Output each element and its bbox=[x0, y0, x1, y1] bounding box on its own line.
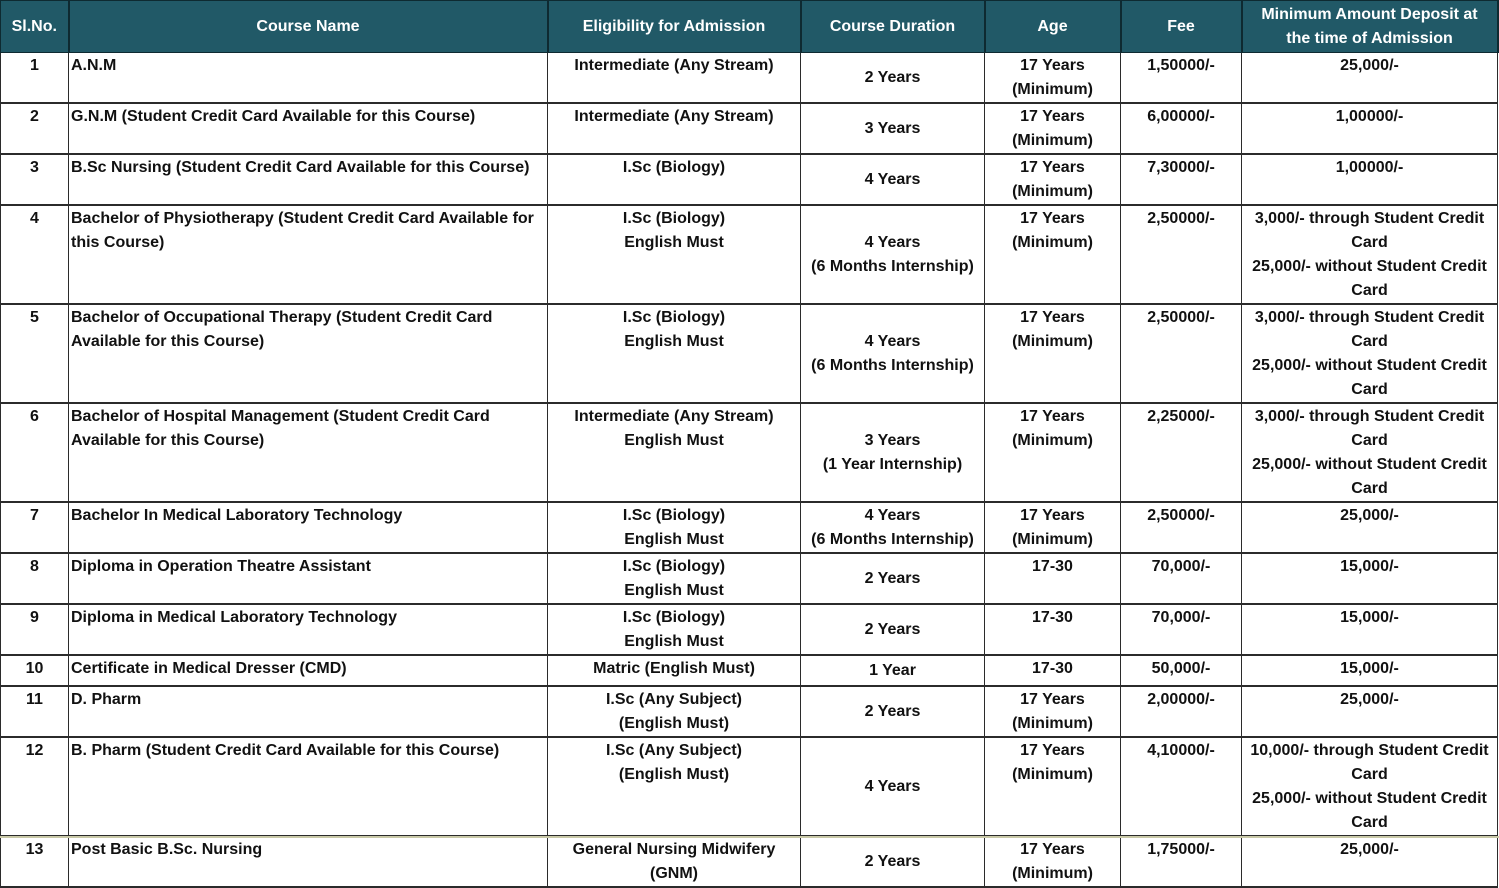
cell-fee: 2,50000/- bbox=[1121, 304, 1242, 403]
cell-eligibility bbox=[548, 553, 801, 604]
cell-fee: 2,50000/- bbox=[1121, 502, 1242, 553]
duration-line: 2 Years bbox=[864, 702, 921, 720]
age-line: (Minimum) bbox=[1012, 531, 1093, 548]
cell-course-name: Diploma in Operation Theatre Assistant bbox=[69, 553, 548, 604]
age-line: (Minimum) bbox=[1012, 234, 1093, 251]
cell-age bbox=[985, 502, 1121, 553]
cell-eligibility bbox=[548, 502, 801, 553]
age-line: 17 Years bbox=[1020, 408, 1085, 425]
deposit-line: 15,000/- bbox=[1340, 609, 1399, 626]
age-line: 17-30 bbox=[1032, 609, 1073, 626]
eligibility-line: (English Must) bbox=[618, 766, 730, 783]
eligibility-line: General Nursing Midwifery bbox=[572, 841, 776, 858]
table-row bbox=[1, 686, 1498, 737]
cell-fee: 6,00000/- bbox=[1121, 103, 1242, 154]
cell-duration bbox=[801, 502, 985, 553]
cell-eligibility bbox=[548, 205, 801, 304]
cell-duration bbox=[801, 403, 985, 502]
cell-eligibility bbox=[548, 836, 801, 887]
cell-duration bbox=[801, 686, 985, 737]
cell-slno: 12 bbox=[1, 737, 69, 836]
cell-duration bbox=[801, 154, 985, 205]
header-course-name: Course Name bbox=[69, 1, 548, 53]
cell-deposit bbox=[1242, 403, 1498, 502]
deposit-line: 25,000/- bbox=[1340, 841, 1399, 858]
cell-slno: 8 bbox=[1, 553, 69, 604]
duration-line: 4 Years bbox=[864, 233, 921, 251]
cell-course-name: Diploma in Medical Laboratory Technology bbox=[69, 604, 548, 655]
cell-age bbox=[985, 205, 1121, 304]
cell-duration bbox=[801, 53, 985, 104]
cell-deposit bbox=[1242, 553, 1498, 604]
age-line: 17 Years bbox=[1020, 507, 1085, 524]
table-row bbox=[1, 154, 1498, 205]
eligibility-line: English Must bbox=[624, 531, 724, 548]
age-line: (Minimum) bbox=[1012, 865, 1093, 882]
cell-deposit bbox=[1242, 154, 1498, 205]
cell-duration bbox=[801, 553, 985, 604]
deposit-line: 25,000/- bbox=[1340, 691, 1399, 708]
cell-eligibility bbox=[548, 686, 801, 737]
eligibility-line: I.Sc (Biology) bbox=[622, 210, 726, 227]
cell-duration bbox=[801, 655, 985, 686]
duration-line: 4 Years bbox=[864, 170, 921, 188]
cell-age bbox=[985, 53, 1121, 104]
cell-duration bbox=[801, 205, 985, 304]
eligibility-line: (English Must) bbox=[618, 715, 730, 732]
age-line: 17-30 bbox=[1032, 660, 1073, 677]
cell-eligibility bbox=[548, 403, 801, 502]
header-age: Age bbox=[985, 1, 1121, 53]
cell-slno: 5 bbox=[1, 304, 69, 403]
cell-deposit bbox=[1242, 655, 1498, 686]
cell-fee: 2,00000/- bbox=[1121, 686, 1242, 737]
cell-fee: 4,10000/- bbox=[1121, 737, 1242, 836]
cell-age bbox=[985, 304, 1121, 403]
deposit-line: 25,000/- bbox=[1340, 507, 1399, 524]
deposit-line: 25,000/- without Student Credit Card bbox=[1252, 790, 1487, 831]
eligibility-line: I.Sc (Biology) bbox=[622, 159, 726, 176]
age-line: (Minimum) bbox=[1012, 432, 1093, 449]
header-row bbox=[1, 1, 1498, 53]
cell-slno: 7 bbox=[1, 502, 69, 553]
eligibility-line: I.Sc (Biology) bbox=[622, 558, 726, 575]
cell-fee: 70,000/- bbox=[1121, 604, 1242, 655]
duration-line: 3 Years bbox=[864, 119, 921, 137]
cell-age bbox=[985, 836, 1121, 887]
cell-slno: 1 bbox=[1, 53, 69, 104]
cell-duration bbox=[801, 737, 985, 836]
deposit-line: 25,000/- without Student Credit Card bbox=[1252, 357, 1487, 398]
header-duration: Course Duration bbox=[801, 1, 985, 53]
table-row bbox=[1, 205, 1498, 304]
age-line: 17 Years bbox=[1020, 210, 1085, 227]
age-line: (Minimum) bbox=[1012, 81, 1093, 98]
table-header bbox=[1, 1, 1498, 53]
cell-deposit bbox=[1242, 737, 1498, 836]
cell-duration bbox=[801, 304, 985, 403]
cell-duration bbox=[801, 103, 985, 154]
deposit-line: 15,000/- bbox=[1340, 660, 1399, 677]
age-line: 17 Years bbox=[1020, 691, 1085, 708]
deposit-line: 1,00000/- bbox=[1335, 108, 1404, 125]
cell-course-name: Certificate in Medical Dresser (CMD) bbox=[69, 655, 548, 686]
table-row bbox=[1, 836, 1498, 887]
eligibility-line: I.Sc (Any Subject) bbox=[605, 742, 743, 759]
table-row bbox=[1, 737, 1498, 836]
cell-duration bbox=[801, 836, 985, 887]
header-slno: Sl.No. bbox=[1, 1, 69, 53]
table-row bbox=[1, 53, 1498, 104]
deposit-line: 3,000/- through Student Credit Card bbox=[1254, 408, 1485, 449]
eligibility-line: Intermediate (Any Stream) bbox=[574, 57, 774, 74]
cell-course-name: Bachelor of Occupational Therapy (Student Credit Card Available for this Course) bbox=[69, 304, 548, 403]
eligibility-line: (GNM) bbox=[650, 865, 698, 882]
cell-age bbox=[985, 604, 1121, 655]
cell-age bbox=[985, 154, 1121, 205]
cell-fee: 1,50000/- bbox=[1121, 53, 1242, 104]
deposit-line: 25,000/- without Student Credit Card bbox=[1252, 258, 1487, 299]
table-row bbox=[1, 502, 1498, 553]
cell-eligibility bbox=[548, 604, 801, 655]
eligibility-line: I.Sc (Biology) bbox=[622, 609, 726, 626]
cell-eligibility bbox=[548, 304, 801, 403]
cell-slno: 6 bbox=[1, 403, 69, 502]
cell-eligibility bbox=[548, 154, 801, 205]
cell-fee: 70,000/- bbox=[1121, 553, 1242, 604]
eligibility-line: Intermediate (Any Stream) bbox=[574, 108, 774, 125]
cell-deposit bbox=[1242, 304, 1498, 403]
deposit-line: 25,000/- without Student Credit Card bbox=[1252, 456, 1487, 497]
age-line: 17 Years bbox=[1020, 159, 1085, 176]
deposit-line: 3,000/- through Student Credit Card bbox=[1254, 309, 1485, 350]
table-body bbox=[1, 53, 1498, 888]
cell-course-name: Bachelor of Physiotherapy (Student Credit Card Available for this Course) bbox=[69, 205, 548, 304]
cell-fee: 7,30000/- bbox=[1121, 154, 1242, 205]
duration-line: 2 Years bbox=[864, 68, 921, 86]
cell-deposit bbox=[1242, 604, 1498, 655]
deposit-line: 3,000/- through Student Credit Card bbox=[1254, 210, 1485, 251]
table-row bbox=[1, 403, 1498, 502]
age-line: 17 Years bbox=[1020, 309, 1085, 326]
cell-course-name: Bachelor In Medical Laboratory Technology bbox=[69, 502, 548, 553]
cell-course-name: D. Pharm bbox=[69, 686, 548, 737]
cell-slno: 3 bbox=[1, 154, 69, 205]
deposit-line: 10,000/- through Student Credit Card bbox=[1250, 742, 1489, 783]
table-row bbox=[1, 103, 1498, 154]
duration-line: 3 Years bbox=[864, 431, 921, 449]
cell-slno: 4 bbox=[1, 205, 69, 304]
age-line: 17 Years bbox=[1020, 108, 1085, 125]
age-line: (Minimum) bbox=[1012, 183, 1093, 200]
eligibility-line: I.Sc (Any Subject) bbox=[605, 691, 743, 708]
cell-course-name: B. Pharm (Student Credit Card Available for this Course) bbox=[69, 737, 548, 836]
duration-line: (6 Months Internship) bbox=[811, 530, 974, 548]
eligibility-line: English Must bbox=[624, 333, 724, 350]
age-line: 17 Years bbox=[1020, 57, 1085, 74]
cell-age bbox=[985, 655, 1121, 686]
age-line: (Minimum) bbox=[1012, 715, 1093, 732]
header-fee: Fee bbox=[1121, 1, 1242, 53]
cell-course-name: A.N.M bbox=[69, 53, 548, 104]
deposit-line: 15,000/- bbox=[1340, 558, 1399, 575]
eligibility-line: English Must bbox=[624, 633, 724, 650]
eligibility-line: English Must bbox=[624, 432, 724, 449]
eligibility-line: I.Sc (Biology) bbox=[622, 309, 726, 326]
eligibility-line: Intermediate (Any Stream) bbox=[574, 408, 774, 425]
cell-fee: 2,25000/- bbox=[1121, 403, 1242, 502]
duration-line: 4 Years bbox=[864, 777, 921, 795]
cell-deposit bbox=[1242, 686, 1498, 737]
cell-deposit bbox=[1242, 836, 1498, 887]
duration-line: 4 Years bbox=[864, 506, 921, 524]
age-line: (Minimum) bbox=[1012, 333, 1093, 350]
cell-course-name: B.Sc Nursing (Student Credit Card Available for this Course) bbox=[69, 154, 548, 205]
cell-eligibility bbox=[548, 737, 801, 836]
cell-deposit bbox=[1242, 53, 1498, 104]
cell-fee: 1,75000/- bbox=[1121, 836, 1242, 887]
cell-age bbox=[985, 686, 1121, 737]
eligibility-line: English Must bbox=[624, 582, 724, 599]
table-row bbox=[1, 604, 1498, 655]
header-deposit-line2: the time of Admission bbox=[1286, 29, 1453, 47]
eligibility-line: English Must bbox=[624, 234, 724, 251]
cell-age bbox=[985, 403, 1121, 502]
header-deposit-line1: Minimum Amount Deposit at bbox=[1261, 5, 1478, 23]
table-row bbox=[1, 655, 1498, 686]
duration-line: 2 Years bbox=[864, 620, 921, 638]
deposit-line: 25,000/- bbox=[1340, 57, 1399, 74]
age-line: (Minimum) bbox=[1012, 132, 1093, 149]
header-deposit bbox=[1242, 1, 1498, 53]
duration-line: 1 Year bbox=[869, 661, 916, 679]
age-line: 17 Years bbox=[1020, 742, 1085, 759]
cell-eligibility bbox=[548, 53, 801, 104]
cell-course-name: Bachelor of Hospital Management (Student Credit Card Available for this Course) bbox=[69, 403, 548, 502]
header-eligibility: Eligibility for Admission bbox=[548, 1, 801, 53]
cell-age bbox=[985, 737, 1121, 836]
eligibility-line: Matric (English Must) bbox=[593, 660, 755, 677]
table-row bbox=[1, 304, 1498, 403]
cell-deposit bbox=[1242, 502, 1498, 553]
cell-eligibility bbox=[548, 655, 801, 686]
eligibility-line: I.Sc (Biology) bbox=[622, 507, 726, 524]
cell-deposit bbox=[1242, 103, 1498, 154]
cell-slno: 10 bbox=[1, 655, 69, 686]
cell-duration bbox=[801, 604, 985, 655]
cell-slno: 11 bbox=[1, 686, 69, 737]
cell-fee: 2,50000/- bbox=[1121, 205, 1242, 304]
age-line: 17-30 bbox=[1032, 558, 1073, 575]
cell-age bbox=[985, 103, 1121, 154]
duration-line: (1 Year Internship) bbox=[822, 455, 963, 473]
cell-course-name: G.N.M (Student Credit Card Available for this Course) bbox=[69, 103, 548, 154]
duration-line: 2 Years bbox=[864, 569, 921, 587]
duration-line: (6 Months Internship) bbox=[811, 257, 974, 275]
duration-line: (6 Months Internship) bbox=[811, 356, 974, 374]
cell-deposit bbox=[1242, 205, 1498, 304]
cell-eligibility bbox=[548, 103, 801, 154]
duration-line: 2 Years bbox=[864, 852, 921, 870]
cell-course-name: Post Basic B.Sc. Nursing bbox=[69, 836, 548, 887]
cell-slno: 13 bbox=[1, 836, 69, 887]
cell-fee: 50,000/- bbox=[1121, 655, 1242, 686]
duration-line: 4 Years bbox=[864, 332, 921, 350]
age-line: 17 Years bbox=[1020, 841, 1085, 858]
table-row bbox=[1, 553, 1498, 604]
cell-age bbox=[985, 553, 1121, 604]
cell-slno: 2 bbox=[1, 103, 69, 154]
deposit-line: 1,00000/- bbox=[1335, 159, 1404, 176]
cell-slno: 9 bbox=[1, 604, 69, 655]
age-line: (Minimum) bbox=[1012, 766, 1093, 783]
